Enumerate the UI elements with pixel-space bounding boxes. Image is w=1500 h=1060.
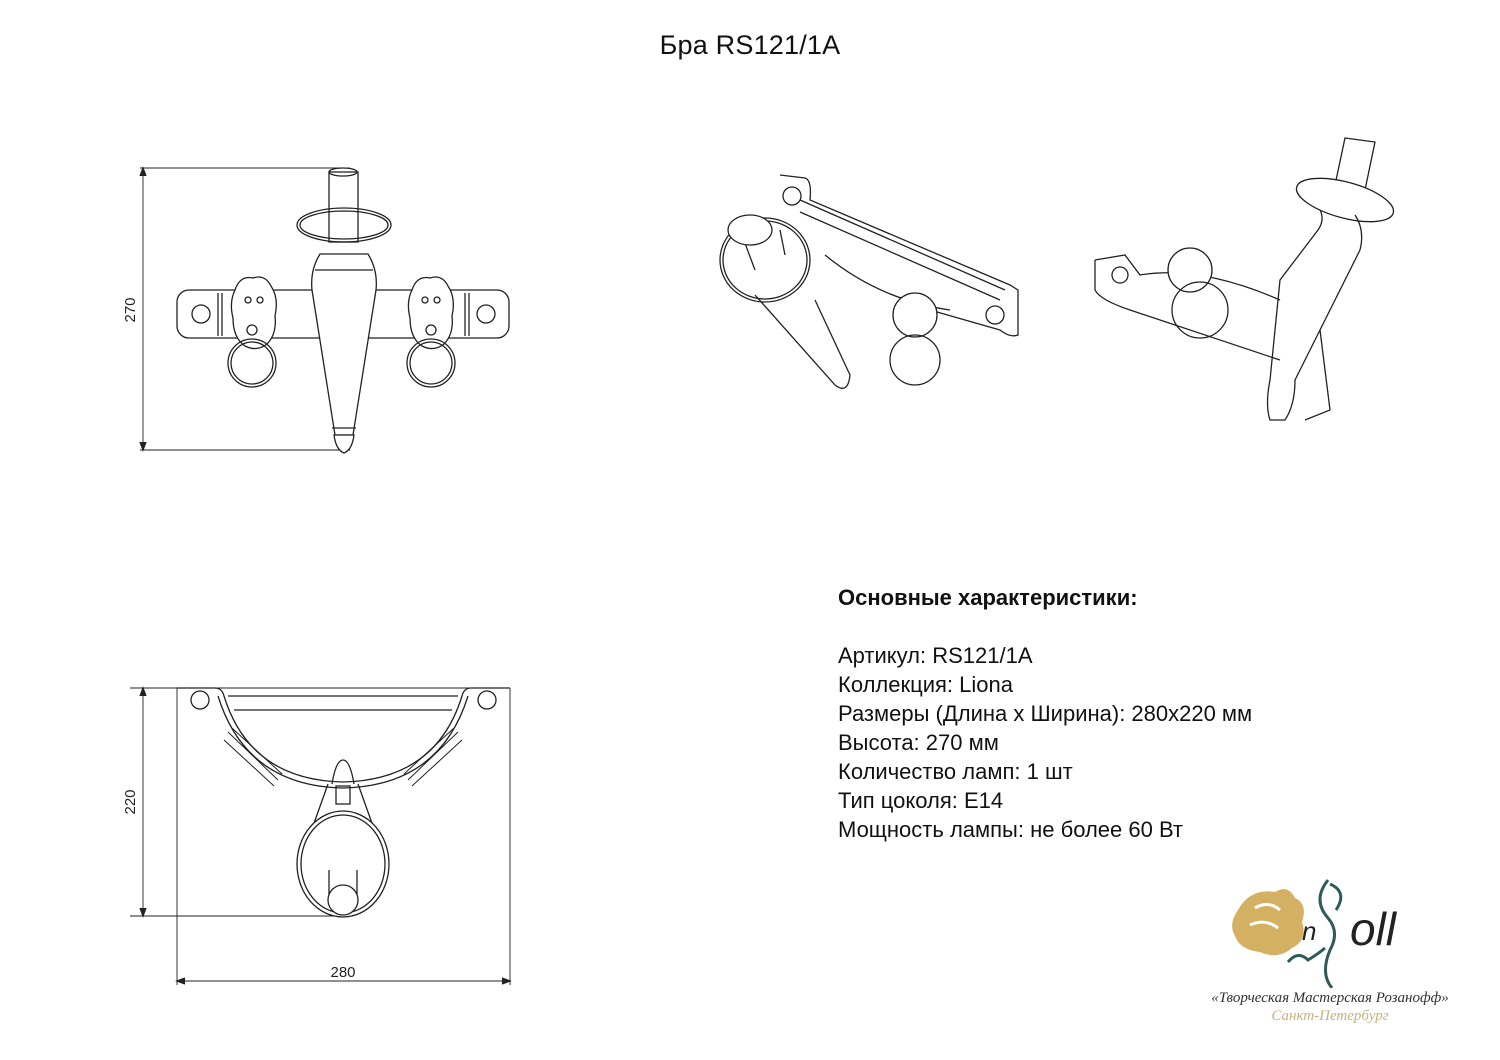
spec-lamp-power: Мощность лампы: не более 60 Вт [838,817,1183,842]
isometric-view-right [1080,120,1400,440]
spec-dimensions: Размеры (Длина x Ширина): 280x220 мм [838,701,1253,726]
document-title: Бра RS121/1A [659,30,841,60]
spec-lamp-count: Количество ламп: 1 шт [838,759,1073,784]
spec-article: Артикул: RS121/1A [838,643,1033,668]
svg-text:oll: oll [1350,903,1397,955]
depth-dimension-label: 220 [122,789,139,815]
height-dimension-label: 270 [122,297,139,323]
rose-logo-icon [1180,870,1480,988]
width-dimension-label: 280 [330,964,356,981]
specifications-heading: Основные характеристики: [838,585,1138,610]
top-view-drawing [110,670,530,990]
isometric-view-left [700,160,1040,410]
specifications-block [838,585,1252,844]
spec-socket-type: Тип цоколя: E14 [838,788,1004,813]
company-logo [1180,870,1480,1030]
company-city: Санкт-Петербург [1271,1008,1389,1024]
company-name: «Творческая Мастерская Розанофф» [1211,990,1449,1006]
spec-height: Высота: 270 мм [838,730,999,755]
front-view-drawing [110,150,550,470]
svg-text:n: n [1302,916,1317,946]
spec-collection: Коллекция: Liona [838,672,1013,697]
